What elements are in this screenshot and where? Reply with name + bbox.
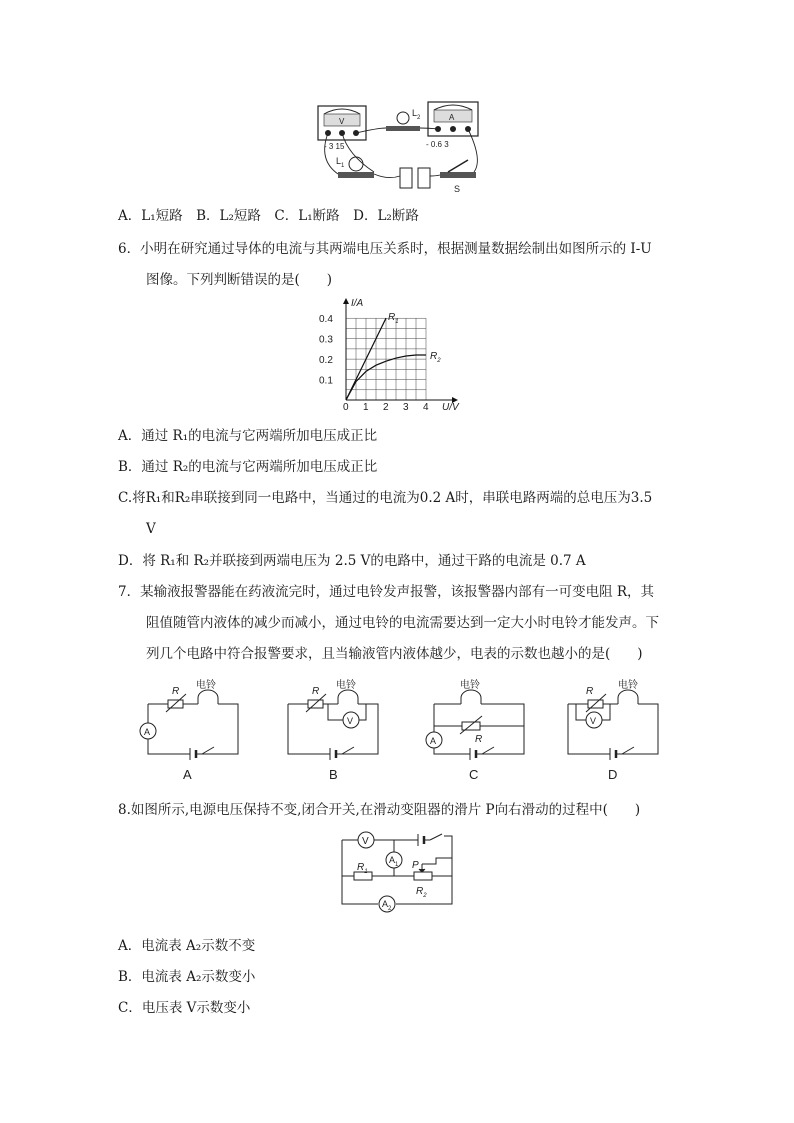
battery-2	[418, 168, 430, 188]
q8-circuit-figure	[336, 828, 460, 920]
svg-text:R2: $R_2$	[416, 886, 427, 899]
circuit-option-a	[140, 690, 238, 760]
q6-stem-line2: 图像。下列判断错误的是( )	[146, 272, 333, 288]
svg-text:V: V	[590, 716, 597, 726]
svg-text:R: R	[312, 686, 320, 697]
series-r2-label: $R_2$	[430, 351, 441, 365]
q6-option-c-line2: V	[146, 521, 156, 537]
battery-1	[400, 168, 412, 188]
ammeter-device	[426, 102, 478, 149]
q7-circuit-options	[128, 674, 668, 786]
y-tick-label: 0.3	[319, 334, 333, 346]
y-tick-label: 0.1	[319, 375, 333, 387]
svg-text:电铃: 电铃	[460, 680, 480, 691]
q8-stem: 8.如图所示,电源电压保持不变,闭合开关,在滑动变阻器的滑片 P向右滑动的过程中( )	[118, 802, 641, 818]
svg-text:电铃: 电铃	[196, 680, 216, 691]
q8-option-a: A．电流表 A₂示数不变	[118, 938, 256, 954]
circuit-option-d	[568, 690, 658, 760]
svg-text:A1: $A_1$	[389, 855, 399, 868]
circuit-label-a: A	[183, 767, 192, 782]
y-tick-label: 0.2	[319, 355, 333, 367]
q5-circuit-figure	[308, 100, 488, 198]
q8-option-b: B．电流表 A₂示数变小	[118, 969, 256, 985]
q6-option-c-line1: C.将R₁和R₂串联接到同一电路中，当通过的电流为0.2 A时，串联电路两端的总电压为3.5	[118, 490, 653, 506]
x-tick-label: 0	[343, 402, 349, 413]
q6-option-a: A．通过 R₁的电流与它两端所加电压成正比	[118, 428, 378, 444]
x-tick-label: 1	[363, 402, 369, 413]
svg-text:A: A	[449, 113, 455, 122]
q6-stem-line1: 6．小明在研究通过导体的电流与其两端电压关系时，根据测量数据绘制出如图所示的 I-U	[118, 241, 652, 257]
svg-text:P: P	[412, 860, 419, 871]
svg-text:V: V	[362, 836, 369, 847]
q6-option-d: D．将 R₁和 R₂并联接到两端电压为 2.5 V的电路中，通过干路的电流是 0.7 A	[118, 553, 586, 569]
x-tick-label: 2	[383, 402, 389, 413]
x-axis-label: U/V	[442, 402, 459, 413]
svg-text:A: A	[430, 736, 437, 746]
circuit-label-b: B	[329, 767, 338, 782]
series-r1-label: $R_1$	[388, 312, 399, 326]
y-axis-label: I/A	[351, 298, 364, 309]
circuit-option-c	[426, 690, 524, 760]
svg-text:R: R	[172, 686, 180, 697]
y-tick-label: 0.4	[319, 314, 333, 326]
svg-text:R1: $R_1$	[357, 862, 368, 875]
circuit-option-b	[288, 690, 378, 760]
voltmeter-scale: - 3 15	[324, 142, 345, 151]
svg-text:电铃: 电铃	[618, 680, 638, 691]
bulb-l2	[386, 108, 421, 131]
y-axis-arrow	[343, 298, 349, 304]
svg-text:V: V	[347, 716, 354, 726]
q8-option-c: C．电压表 V示数变小	[118, 1000, 251, 1016]
svg-text:A2: $A_2$	[382, 899, 392, 912]
ammeter-scale: - 0.6 3	[426, 140, 449, 149]
iu-graph	[318, 296, 468, 414]
svg-text:A: A	[144, 727, 151, 737]
svg-text:电铃: 电铃	[336, 680, 356, 691]
q5-options: A．L₁短路 B．L₂短路 C．L₁断路 D．L₂断路	[118, 208, 419, 224]
x-tick-label: 3	[403, 402, 409, 413]
x-tick-label: 4	[423, 402, 429, 413]
circuit-label-d: D	[608, 767, 618, 782]
q6-option-b: B．通过 R₂的电流与它两端所加电压成正比	[118, 459, 378, 475]
bulb-l1	[336, 156, 374, 178]
circuit-label-c: C	[469, 767, 479, 782]
svg-text:R: R	[586, 686, 594, 697]
svg-text:R: R	[475, 734, 483, 745]
svg-text:L1: $L_1$	[336, 156, 345, 169]
q7-stem-line1: 7．某输液报警器能在药液流完时，通过电铃发声报警，该报警器内部有一可变电阻 R，其	[118, 584, 655, 600]
q7-stem-line2: 阻值随管内液体的减少而减小，通过电铃的电流需要达到一定大小时电铃才能发声。下	[146, 615, 659, 631]
q7-stem-line3: 列几个电路中符合报警要求，且当输液管内液体越少，电表的示数也越小的是( )	[146, 646, 643, 662]
svg-text:S: S	[454, 184, 461, 194]
switch-s	[440, 160, 476, 194]
svg-text:L2: $L_2$	[412, 108, 421, 121]
svg-text:V: V	[339, 117, 345, 126]
